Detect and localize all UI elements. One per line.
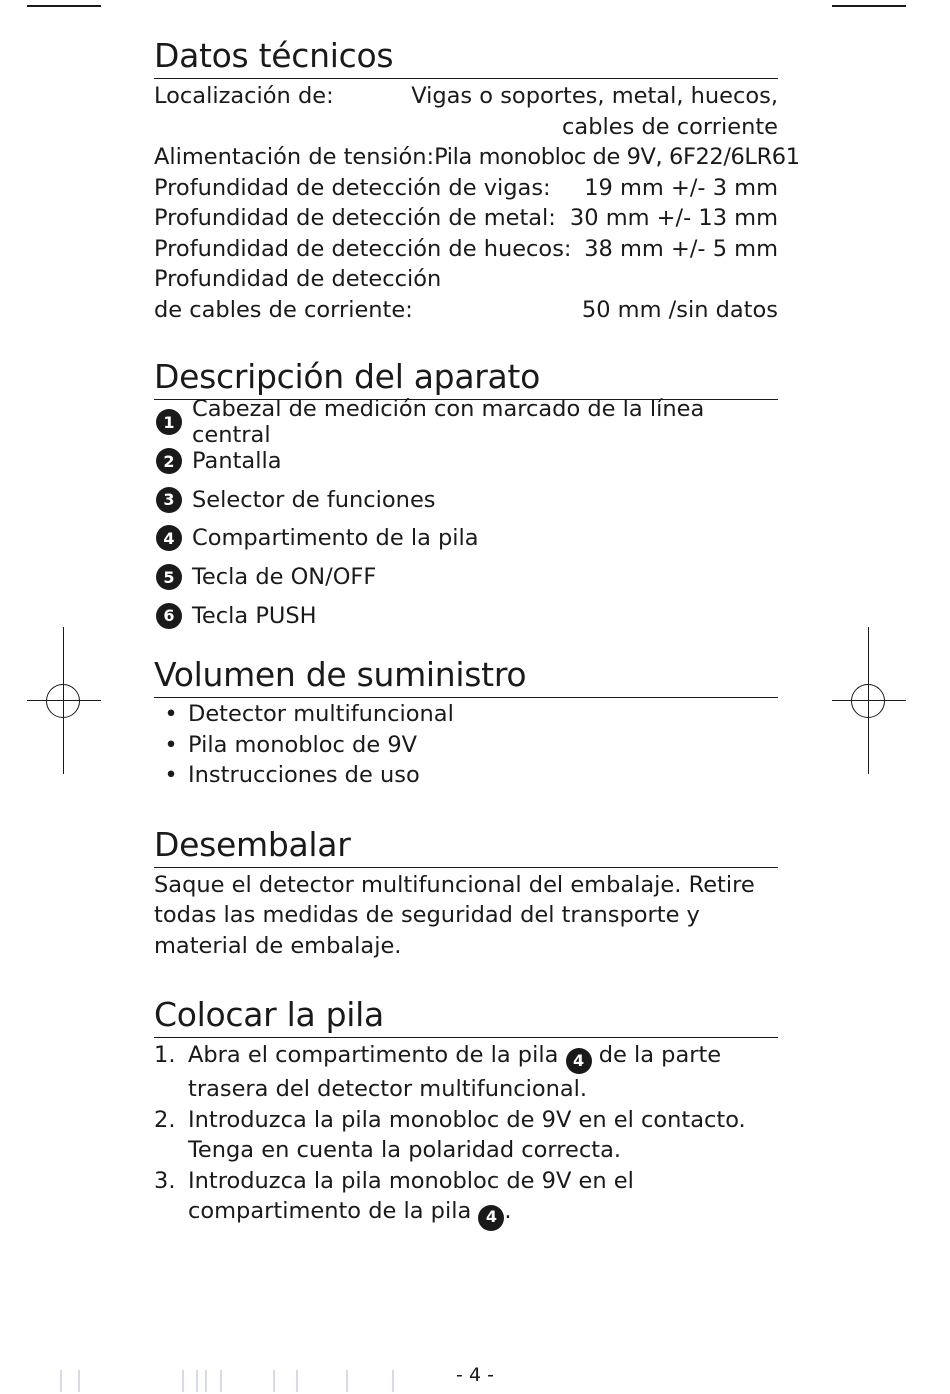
item-text: Cabezal de medición con marcado de la línea central xyxy=(192,396,705,449)
spec-row xyxy=(154,264,778,295)
print-tick xyxy=(196,1370,198,1392)
list-item xyxy=(154,699,778,730)
step-text-part: Abra el compartimento de la pila xyxy=(188,1042,559,1069)
spec-continuation: cables de corriente xyxy=(562,113,778,140)
page-content xyxy=(154,36,800,1231)
number-badge: 4 xyxy=(566,1048,592,1074)
spec-row xyxy=(154,203,778,234)
spec-value: Pila monobloc de 9V, 6F22/6LR61 xyxy=(434,144,800,170)
print-tick xyxy=(78,1370,80,1392)
spec-label: Profundidad de detección de metal: xyxy=(154,205,556,231)
paragraph: Saque el detector multifuncional del embalaje. Retire todas las medidas de seguridad del transporte y material de embalaje. xyxy=(154,871,755,959)
section-title: Colocar la pila xyxy=(154,995,778,1038)
spec-table xyxy=(154,81,800,325)
number-badge: 6 xyxy=(156,603,182,629)
item-text: Selector de funciones xyxy=(192,486,436,513)
spec-value: Vigas o soportes, metal, huecos, xyxy=(411,83,778,109)
spec-label: Profundidad de detección de huecos: xyxy=(154,235,572,262)
spec-label: Profundidad de detección de vigas: xyxy=(154,174,551,201)
registration-circle-right xyxy=(851,684,885,718)
section-colocar-pila xyxy=(154,995,778,1231)
list-item xyxy=(154,760,778,791)
list-item xyxy=(154,730,778,761)
spec-label: Alimentación de tensión: xyxy=(154,144,435,170)
bullet-icon: • xyxy=(164,701,178,728)
number-badge: 4 xyxy=(156,525,182,551)
section-descripcion xyxy=(154,357,778,635)
section-title: Volumen de suministro xyxy=(154,655,778,698)
step-text: Introduzca la pila monobloc de 9V en el contacto. Tenga en cuenta la polaridad correcta. xyxy=(188,1106,746,1164)
spec-label: Profundidad de detección xyxy=(154,266,442,292)
section-title: Desembalar xyxy=(154,825,778,868)
list-item xyxy=(154,596,778,635)
section-volumen xyxy=(154,655,778,791)
number-badge: 2 xyxy=(156,448,182,474)
print-tick xyxy=(220,1370,222,1392)
step-number: 1. xyxy=(154,1042,176,1069)
spec-value: 30 mm +/- 13 mm xyxy=(569,205,778,231)
list-item xyxy=(154,480,778,519)
item-text: Pantalla xyxy=(192,448,282,475)
step-item xyxy=(154,1040,778,1105)
print-tick xyxy=(60,1370,62,1392)
item-text: Pila monobloc de 9V xyxy=(188,731,418,758)
bullet-icon: • xyxy=(164,762,178,789)
step-number: 2. xyxy=(154,1106,176,1133)
print-tick xyxy=(346,1370,348,1392)
section-title: Descripción del aparato xyxy=(154,357,778,400)
spec-value: 38 mm +/- 5 mm xyxy=(584,235,778,262)
print-tick xyxy=(182,1370,184,1392)
bullet-list xyxy=(154,699,778,791)
step-text xyxy=(188,1040,778,1105)
step-text-part: Introduzca la pila monobloc de 9V en el compartimento de la pila xyxy=(188,1167,634,1225)
step-number: 3. xyxy=(154,1167,176,1194)
item-text: Instrucciones de uso xyxy=(188,762,420,789)
item-text: Tecla PUSH xyxy=(192,602,317,629)
list-item xyxy=(154,396,778,449)
spec-value: 19 mm +/- 3 mm xyxy=(584,174,778,201)
number-badge: 5 xyxy=(156,564,182,590)
step-item xyxy=(154,1105,778,1166)
spec-row xyxy=(154,295,778,326)
print-tick xyxy=(392,1370,394,1392)
number-badge: 3 xyxy=(156,487,182,513)
step-text-part: . xyxy=(504,1198,512,1225)
print-tick xyxy=(205,1370,207,1392)
section-datos-tecnicos xyxy=(154,36,800,325)
spec-row xyxy=(154,234,778,265)
list-item xyxy=(154,558,778,597)
crop-mark-top-right xyxy=(832,5,906,7)
registration-circle-left xyxy=(46,684,80,718)
item-text: Detector multifuncional xyxy=(188,701,454,728)
item-text: Compartimento de la pila xyxy=(192,525,479,552)
step-text xyxy=(188,1166,778,1231)
crop-mark-top-left xyxy=(27,5,101,7)
spec-label: Localización de: xyxy=(154,83,334,109)
spec-row xyxy=(154,81,778,112)
section-desembalar xyxy=(154,825,778,962)
list-item xyxy=(154,519,778,558)
section-title: Datos técnicos xyxy=(154,36,778,79)
print-tick xyxy=(296,1370,298,1392)
number-badge: 4 xyxy=(478,1205,504,1231)
print-tick xyxy=(273,1370,275,1392)
bullet-icon: • xyxy=(164,731,178,758)
spec-row xyxy=(154,173,778,204)
steps-list xyxy=(154,1040,778,1231)
number-badge: 1 xyxy=(156,409,182,435)
spec-value: 50 mm /sin datos xyxy=(581,296,778,323)
spec-row xyxy=(154,142,800,173)
item-text: Tecla de ON/OFF xyxy=(192,564,377,591)
parts-list xyxy=(154,396,778,635)
page-number: - 4 - xyxy=(456,1364,494,1386)
step-item xyxy=(154,1166,778,1231)
step-text-part: de la parte trasera del detector multifuncional. xyxy=(188,1042,722,1103)
spec-label: de cables de corriente: xyxy=(154,296,413,323)
